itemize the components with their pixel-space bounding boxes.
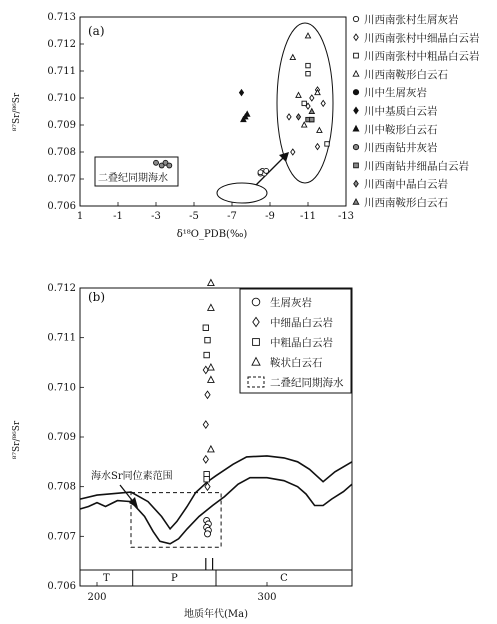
panel-b-y-tick-label: 0.712 xyxy=(47,283,76,294)
legend-a-entry: 川西南张村中细晶白云岩 xyxy=(364,32,480,45)
panel-a-point xyxy=(310,117,314,121)
legend-a-marker xyxy=(353,126,359,131)
panel-a-label: (a) xyxy=(88,24,105,38)
legend-a-marker xyxy=(354,34,358,40)
panel-a-y-tick-label: 0.710 xyxy=(47,93,76,104)
panel-a-x-tick-label: -7 xyxy=(227,211,237,222)
panel-a-point xyxy=(310,95,314,101)
panel-a-x-axis-label: δ¹⁸O_PDB(‰) xyxy=(176,229,248,240)
panel-a-seawater-box-label: 二叠纪同期海水 xyxy=(98,173,168,184)
legend-b-entry: 二叠纪同期海水 xyxy=(270,377,344,389)
panel-a-y-tick-label: 0.712 xyxy=(47,39,76,50)
panel-a-point xyxy=(302,122,307,127)
panel-a-point xyxy=(306,63,310,67)
panel-a-x-tick-label: -5 xyxy=(189,211,199,222)
legend-a-entry: 川西南张村生屑灰岩 xyxy=(364,14,459,26)
panel-b-x-axis xyxy=(87,582,276,603)
panel-a-y-tick-label: 0.711 xyxy=(47,66,76,77)
panel-b-point xyxy=(208,364,214,370)
panel-a-point xyxy=(315,144,319,150)
panel-b-y-tick-label: 0.711 xyxy=(47,332,76,344)
panel-a-y-tick-label: 0.707 xyxy=(47,174,76,185)
panel-b-point xyxy=(208,446,214,452)
period-label: T xyxy=(103,573,110,584)
panel-b-point xyxy=(208,280,214,286)
panel-a-y-tick-label: 0.713 xyxy=(47,12,76,23)
panel-a-point xyxy=(317,128,322,133)
panel-a-x-tick-label: -3 xyxy=(151,211,161,222)
panel-b-chart xyxy=(12,280,352,620)
legend-b-entry: 生屑灰岩 xyxy=(270,297,312,309)
panel-b-x-axis-label: 地质年代(Ma) xyxy=(183,609,249,620)
panel-a-point xyxy=(239,90,243,96)
panel-b-point xyxy=(203,325,208,330)
panel-b-point xyxy=(204,476,209,481)
panel-a-point xyxy=(258,170,263,175)
legend-a-entry: 川西南钻井灰岩 xyxy=(364,142,438,155)
legend-b-entry: 鞍状白云石 xyxy=(270,357,323,369)
legend-a-entry: 川西南鞍形白云石 xyxy=(364,197,448,209)
legend-a-entry: 川西南鞍形白云石 xyxy=(364,68,448,81)
panel-a-point xyxy=(321,100,325,106)
panel-a-x-axis xyxy=(77,202,354,222)
panel-a-point xyxy=(264,168,269,173)
panel-b-y-tick-label: 0.707 xyxy=(47,531,76,543)
legend-b-entry: 中细晶白云岩 xyxy=(270,317,333,329)
panel-b-x-tick-label: 200 xyxy=(87,592,107,603)
period-label: P xyxy=(170,573,178,584)
panel-a-point xyxy=(305,33,310,38)
panel-a-point xyxy=(287,114,291,120)
panel-a-y-axis xyxy=(47,12,84,212)
legend-a-entry: 川中鞍形白云石 xyxy=(364,123,438,136)
legend-b-entry: 中粗晶白云岩 xyxy=(270,337,333,349)
legend-a-entry: 川西南张村中粗晶白云岩 xyxy=(364,50,480,63)
legend-a-marker xyxy=(354,163,359,168)
panel-b-point xyxy=(203,456,208,463)
legend-b-marker xyxy=(253,339,260,346)
panel-a-y-axis-label: ⁸⁷Sr/⁸⁶Sr xyxy=(12,92,22,132)
panel-b-y-axis xyxy=(47,283,84,592)
seawater-lower-curve xyxy=(80,478,352,544)
panel-a-point xyxy=(302,101,306,105)
panel-b-label: (b) xyxy=(88,290,106,304)
legend-a-marker xyxy=(353,144,358,149)
legend-a-marker xyxy=(354,107,358,113)
panel-b-point xyxy=(205,391,210,398)
panel-a-point xyxy=(309,109,314,114)
legend-a-entry: 川中生屑灰岩 xyxy=(364,87,427,100)
legend-a-marker xyxy=(353,199,359,204)
panel-b-point xyxy=(204,352,209,357)
legend-a-marker xyxy=(353,71,359,76)
panel-a-legend xyxy=(353,13,480,209)
legend-a-marker xyxy=(353,90,358,95)
legend-a-marker xyxy=(354,180,358,186)
panel-b-legend xyxy=(240,289,351,393)
panel-b-point xyxy=(203,421,208,428)
panel-a-point xyxy=(154,160,159,165)
legend-a-marker xyxy=(354,53,359,58)
legend-a-marker xyxy=(353,16,358,21)
panel-b-period-bar xyxy=(80,558,352,586)
legend-a-entry: 川西南中晶白云岩 xyxy=(364,178,448,191)
period-label: C xyxy=(280,573,288,584)
panel-b-x-tick-label: 300 xyxy=(257,592,277,603)
seawater-range-annotation: 海水Sr同位素范围 xyxy=(91,471,173,482)
panel-a-x-tick-label: -9 xyxy=(265,211,275,222)
panel-a-y-tick-label: 0.706 xyxy=(47,201,76,212)
panel-a-point xyxy=(325,142,329,146)
panel-a-point xyxy=(290,55,295,60)
panel-a-x-tick-label: -1 xyxy=(113,211,123,222)
panel-b-point xyxy=(204,531,210,537)
panel-b-y-tick-label: 0.708 xyxy=(47,481,76,493)
legend-a-entry: 川西南钻井细晶白云岩 xyxy=(364,160,469,173)
panel-a-highlight-ellipse-small xyxy=(217,183,267,203)
panel-b-data-points xyxy=(203,280,214,537)
panel-a-y-tick-label: 0.708 xyxy=(47,147,76,158)
panel-a-point xyxy=(296,114,300,120)
legend-a-entry: 川中基质白云岩 xyxy=(364,105,438,118)
panel-a-point xyxy=(306,71,310,75)
panel-a-x-tick-label: -11 xyxy=(299,211,317,222)
panel-a-x-tick-label: -13 xyxy=(337,211,355,222)
panel-b-point xyxy=(208,304,214,310)
panel-a-data-points xyxy=(154,33,330,176)
panel-b-y-tick-label: 0.710 xyxy=(47,382,76,394)
panel-a-point xyxy=(167,163,172,168)
panel-a-chart xyxy=(12,12,354,240)
panel-a-point xyxy=(291,149,295,155)
panel-a-point xyxy=(296,92,301,97)
panel-b-y-tick-label: 0.706 xyxy=(47,581,76,592)
panel-b-point xyxy=(208,376,214,382)
panel-a-y-tick-label: 0.709 xyxy=(47,120,76,131)
panel-b-y-axis-label: ⁸⁷Sr/⁸⁶Sr xyxy=(12,420,22,460)
panel-b-point xyxy=(205,337,210,342)
panel-b-y-tick-label: 0.709 xyxy=(47,432,76,443)
panel-a-x-tick-label: 1 xyxy=(76,211,84,222)
legend-b-marker xyxy=(252,298,260,306)
